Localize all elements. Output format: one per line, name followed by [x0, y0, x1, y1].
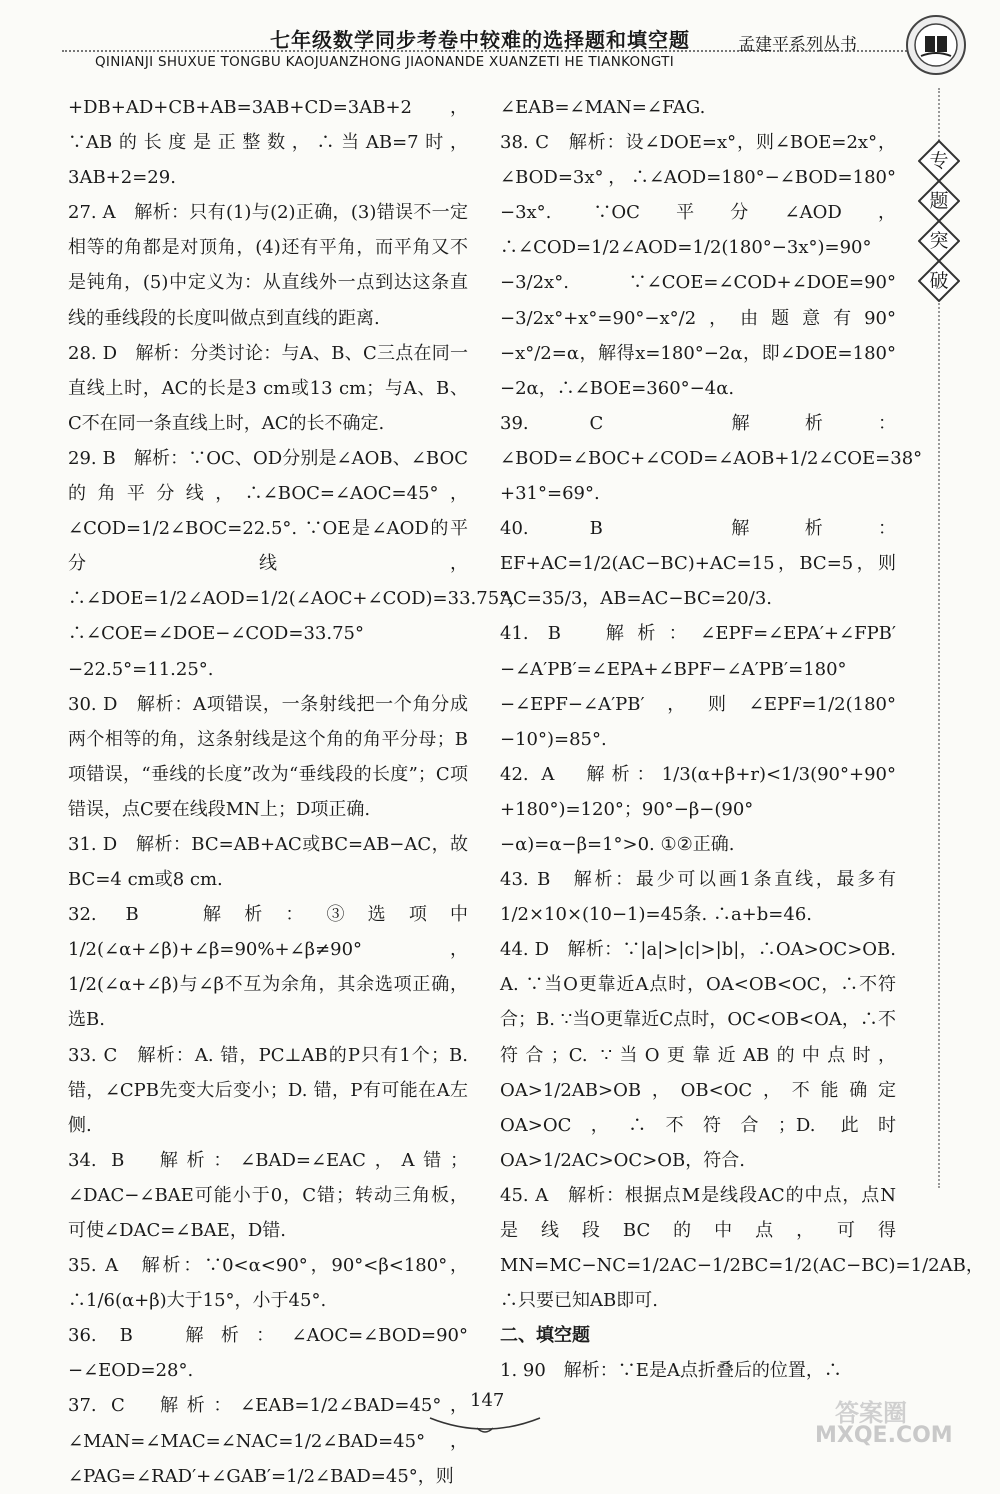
answer-paragraph: 41. B 解析：∠EPF=∠EPA′+∠FPB′−∠A′PB′=∠EPA+∠BPF−∠A′PB′=180°−∠EPF−∠A′PB′，则∠EPF=1/2(180°−10°)=85°. — [500, 623, 896, 750]
watermark — [795, 1393, 985, 1455]
section-heading: 二、填空题 — [500, 1325, 590, 1347]
page-number: 147 — [470, 1390, 505, 1411]
answer-paragraph: 28. D 解析：分类讨论：与A、B、C三点在同一直线上时，AC的长是3 cm或13 cm；与A、B、C不在同一条直线上时，AC的长不确定. — [68, 342, 468, 434]
answer-paragraph: 45. A 解析：根据点M是线段AC的中点，点N是线段BC的中点，可得MN=MC−NC=1/2AC−1/2BC=1/2(AC−BC)=1/2AB，∴只要已知AB即可. — [500, 1184, 984, 1312]
page-header — [0, 0, 1000, 86]
answer-paragraph: 38. C 解析：设∠DOE=x°，则∠BOE=2x°，∠BOD=3x°，∴∠AOD=180°−∠BOD=180°−3x°. ∵OC平分∠AOD，∴∠COD=1/2∠AOD=1/2(180°−3x°)=90°−3/2x°. ∵∠COE=∠COD+∠DOE=90°−3/2x°+x°=90°−x°/2，由题意有90°−x°/2=α，解得x=180°−2α，即∠DOE=180°−2α，∴∠BOE=360°−4α. — [500, 132, 896, 399]
answer-paragraph: 29. B 解析：∵OC、OD分别是∠AOB、∠BOC的角平分线，∴∠BOC=∠AOC=45°，∠COD=1/2∠BOC=22.5°. ∵OE是∠AOD的平分线，∴∠DOE=1/2∠AOD=1/2(∠AOC+∠COD)=33.75°，∴∠COE=∠DOE−∠COD=33.75°−22.5°=11.25°. — [68, 447, 527, 680]
side-tag-1 — [918, 140, 960, 182]
side-tag-char: 破 — [929, 270, 949, 292]
answer-paragraph: 33. C 解析：A. 错，PC⊥AB的P只有1个；B. 错，∠CPB先变大后变小；D. 错，P有可能在A左侧. — [68, 1044, 468, 1136]
series-name: 孟建平系列丛书 — [738, 35, 857, 55]
answer-paragraph: 30. D 解析：A项错误，一条射线把一个角分成两个相等的角，这条射线是这个角的角平分母；B项错误，“垂线的长度”改为“垂线段的长度”；C项错误，点C要在线段MN上；D项正确. — [68, 693, 468, 820]
side-tag-char: 专 — [929, 150, 949, 172]
watermark-url: MXQE.COM — [815, 1423, 953, 1448]
watermark-cn: 答案圈 — [835, 1399, 907, 1427]
answer-paragraph: +DB+AD+CB+AB=3AB+CD=3AB+2，∵AB的长度是正整数，∴当AB=7时，3AB+2=29. — [68, 97, 468, 189]
series-logo-icon — [905, 14, 967, 76]
answer-paragraph: 35. A 解析：∵0<α<90°，90°<β<180°，∴1/6(α+β)大于15°，小于45°. — [68, 1255, 468, 1312]
answer-paragraph: 34. B 解析：∠BAD=∠EAC，A错；∠DAC−∠BAE可能小于0，C错；转动三角板，可使∠DAC=∠BAE，D错. — [68, 1149, 468, 1241]
answer-paragraph: 42. A 解析：1/3(α+β+r)<1/3(90°+90°+180°)=120°；90°−β−(90°−α)=α−β=1°>0. ①②正确. — [500, 763, 896, 855]
answer-paragraph: ∠EAB=∠MAN=∠FAG. — [500, 97, 706, 118]
side-tag-2 — [918, 180, 960, 222]
answer-paragraph: 44. D 解析：∵|a|>|c|>|b|，∴OA>OC>OB. A. ∵当O更靠近A点时，OA<OB<OC，∴不符合；B. ∵当O更靠近C点时，OC<OB<OA，∴不符合；C. ∵当O更靠近AB的中点时，OA>1/2AB>OB，OB<OC，不能确定OA>OC，∴不符合；D. 此时OA>1/2AC>OC>OB，符合. — [500, 939, 896, 1171]
answer-paragraph: 32. B 解析：③选项中1/2(∠α+∠β)+∠β=90%+∠β≠90°，1/2(∠α+∠β)与∠β不互为余角，其余选项正确，选B. — [68, 904, 468, 1031]
side-tag-3 — [918, 220, 960, 262]
right-column — [500, 90, 984, 1388]
answer-paragraph: 39. C 解析：∠BOD=∠BOC+∠COD=∠AOB+1/2∠COE=38°+31°=69°. — [500, 412, 923, 505]
side-tag-char: 突 — [929, 230, 949, 252]
answer-paragraph: 1. 90 解析：∵E是A点折叠后的位置，∴ — [500, 1360, 842, 1382]
side-tag-char: 题 — [929, 190, 949, 212]
answer-paragraph: 40. B 解析：EF+AC=1/2(AC−BC)+AC=15，BC=5，则AC=35/3，AB=AC−BC=20/3. — [500, 518, 896, 610]
answer-paragraph: 36. B 解析：∠AOC=∠BOD=90°−∠EOD=28°. — [68, 1325, 468, 1382]
answer-paragraph: 27. A 解析：只有(1)与(2)正确，(3)错误不一定相等的角都是对顶角，(4)还有平角，而平角又不是钝角，(5)中定义为：从直线外一点到达这条直线的垂线段的长度叫做点到直线的距离. — [68, 202, 468, 329]
book-title: 七年级数学同步考卷中较难的选择题和填空题 — [270, 28, 690, 52]
footer-ornament-icon — [425, 1410, 545, 1440]
side-tag-4 — [918, 260, 960, 302]
answer-paragraph: 43. B 解析：最少可以画1条直线，最多有1/2×10×(10−1)=45条. ∴a+b=46. — [500, 869, 896, 926]
answer-paragraph: 31. D 解析：BC=AB+AC或BC=AB−AC，故BC=4 cm或8 cm. — [68, 833, 468, 891]
title-pinyin: QINIANJI SHUXUE TONGBU KAOJUANZHONG JIAONANDE XUANZETI HE TIANKONGTI — [95, 54, 674, 70]
answer-paragraph: 37. C 解析：∠EAB=1/2∠BAD=45°，∠MAN=∠MAC=∠NAC=1/2∠BAD=45°，∠PAG=∠RAD′+∠GAB′=1/2∠BAD=45°，则 — [68, 1395, 468, 1487]
